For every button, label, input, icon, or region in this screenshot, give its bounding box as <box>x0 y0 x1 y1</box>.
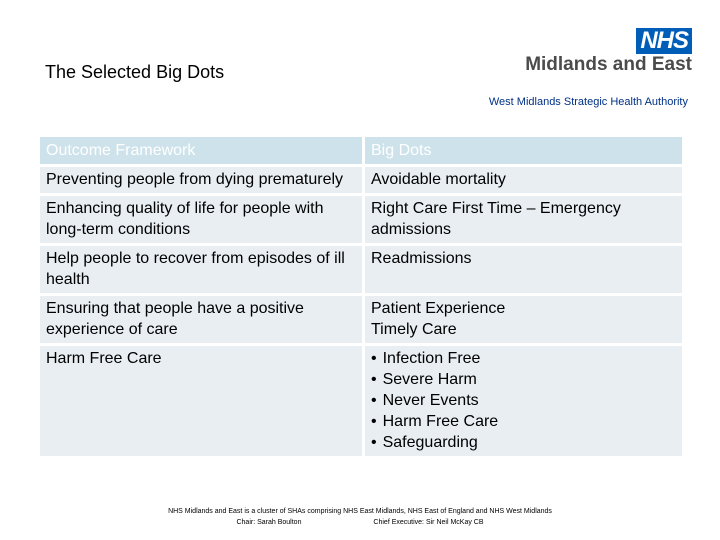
big-dots-table <box>37 134 685 459</box>
table-row <box>40 246 682 293</box>
list-item: • Harm Free Care <box>371 411 676 432</box>
table-row <box>40 167 682 193</box>
nhs-logo <box>512 28 692 78</box>
big-dot-cell <box>365 296 682 343</box>
column-header-big-dots: Big Dots <box>365 137 682 164</box>
nhs-badge: NHS <box>636 28 692 54</box>
list-item: • Severe Harm <box>371 369 676 390</box>
footer-ceo: Chief Executive: Sir Neil McKay CB <box>373 519 484 526</box>
big-dot-list <box>371 348 676 453</box>
list-item: • Safeguarding <box>371 432 676 453</box>
big-dot-cell: Readmissions <box>365 246 682 293</box>
big-dot-cell: Right Care First Time – Emergency admissions <box>365 196 682 243</box>
big-dot-item: Timely Care <box>371 321 457 338</box>
outcome-cell: Ensuring that people have a positive experience of care <box>40 296 362 343</box>
footer-chair: Chair: Sarah Boulton <box>236 519 302 526</box>
footer-officers <box>0 517 720 528</box>
list-item: • Infection Free <box>371 348 676 369</box>
big-dot-cell: Avoidable mortality <box>365 167 682 193</box>
footer <box>0 506 720 528</box>
outcome-cell: Harm Free Care <box>40 346 362 456</box>
footer-cluster-note: NHS Midlands and East is a cluster of SHAs comprising NHS East Midlands, NHS East of England and NHS West Midlands <box>168 508 552 515</box>
list-item: • Never Events <box>371 390 676 411</box>
table-row <box>40 346 682 456</box>
table-row <box>40 296 682 343</box>
big-dot-cell <box>365 346 682 456</box>
outcome-cell: Enhancing quality of life for people with long-term conditions <box>40 196 362 243</box>
big-dot-item: Patient Experience <box>371 300 506 317</box>
column-header-outcome: Outcome Framework <box>40 137 362 164</box>
table-row <box>40 196 682 243</box>
table-header-row <box>40 137 682 164</box>
outcome-cell: Help people to recover from episodes of ill health <box>40 246 362 293</box>
authority-name: West Midlands Strategic Health Authority <box>488 96 688 108</box>
outcome-cell: Preventing people from dying prematurely <box>40 167 362 193</box>
logo-text: Midlands and East <box>525 54 692 75</box>
page-title: The Selected Big Dots <box>45 62 225 82</box>
